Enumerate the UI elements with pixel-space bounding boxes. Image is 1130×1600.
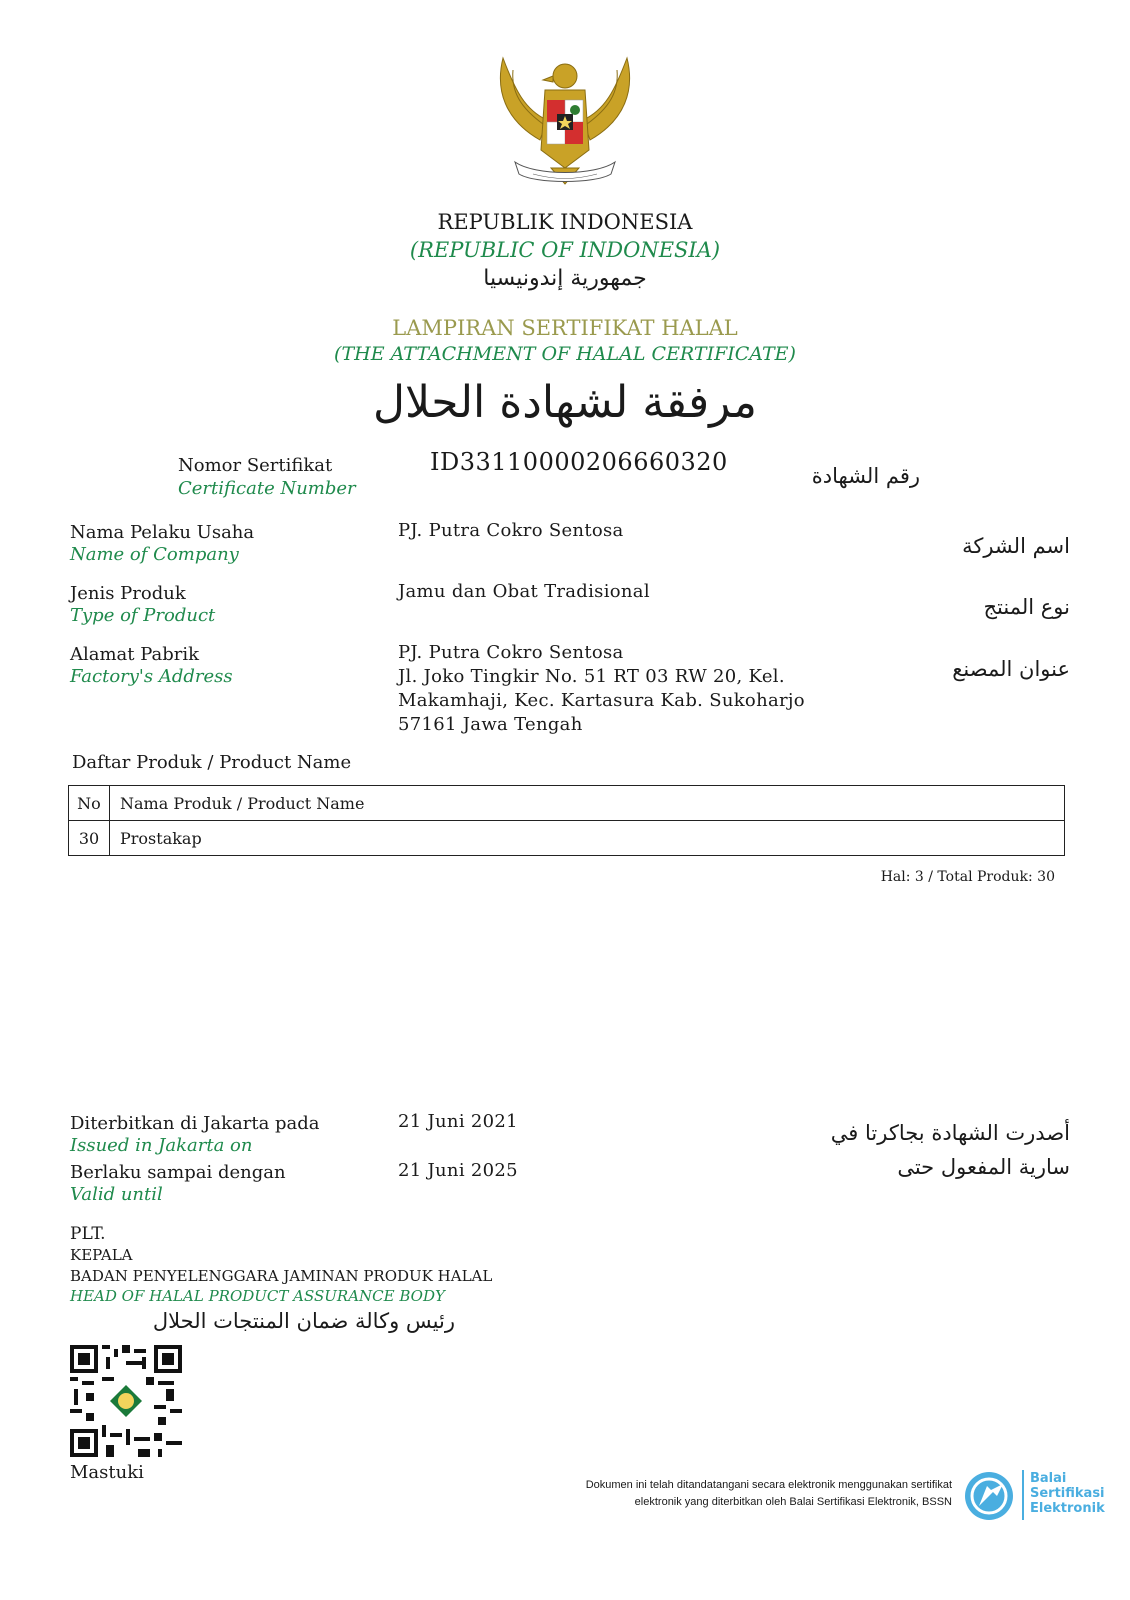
- valid-until-value: 21 Juni 2025: [398, 1160, 518, 1181]
- column-header-product-name: Nama Produk / Product Name: [110, 786, 1065, 821]
- electronic-signature-note-line: Dokumen ini telah ditandatangani secara elektronik menggunakan sertifikat: [585, 1479, 952, 1491]
- valid-until-label-en: Valid until: [70, 1184, 163, 1205]
- electronic-signature-note-line: elektronik yang diterbitkan oleh Balai Sertifikasi Elektronik, BSSN: [634, 1496, 952, 1508]
- country-title-en: (REPUBLIC OF INDONESIA): [409, 238, 721, 262]
- table-row: [69, 821, 1065, 856]
- product-type-label-en: Type of Product: [70, 605, 216, 626]
- column-header-no: No: [69, 786, 110, 821]
- valid-until-label: Berlaku sampai dengan: [70, 1162, 286, 1183]
- bse-logo-icon: [963, 1470, 1015, 1522]
- company-label-en: Name of Company: [70, 544, 239, 565]
- factory-address-line: Makamhaji, Kec. Kartasura Kab. Sukoharjo: [398, 690, 805, 711]
- signatory-title-head: KEPALA: [70, 1246, 133, 1264]
- certificate-number-label-ar: رقم الشهادة: [811, 464, 920, 488]
- bse-logo-text: [1030, 1471, 1105, 1516]
- table-cell-product-name: Prostakap: [110, 821, 1065, 856]
- bse-logo-text-line: Elektronik: [1030, 1501, 1105, 1516]
- factory-address-line: 57161 Jawa Tengah: [398, 714, 583, 735]
- factory-address-value: [398, 641, 805, 737]
- factory-address-label: Alamat Pabrik: [70, 644, 200, 665]
- bse-logo-text-line: Sertifikasi: [1030, 1486, 1105, 1501]
- document-title-en: (THE ATTACHMENT OF HALAL CERTIFICATE): [334, 343, 796, 365]
- signatory-agency-en: HEAD OF HALAL PRODUCT ASSURANCE BODY: [70, 1287, 445, 1305]
- factory-address-line: Jl. Joko Tingkir No. 51 RT 03 RW 20, Kel.: [398, 666, 785, 687]
- certificate-number-value: ID33110000206660320: [430, 448, 728, 476]
- signatory-agency-ar: رئيس وكالة ضمان المنتجات الحلال: [152, 1309, 455, 1333]
- factory-address-label-ar: عنوان المصنع: [952, 657, 1070, 681]
- bse-divider: [1022, 1470, 1024, 1520]
- signatory-title-plt: PLT.: [70, 1224, 106, 1244]
- factory-address-label-en: Factory's Address: [70, 666, 233, 687]
- company-label: Nama Pelaku Usaha: [70, 522, 255, 543]
- bse-logo-text-line: Balai: [1030, 1471, 1067, 1486]
- issued-date-value: 21 Juni 2021: [398, 1111, 518, 1132]
- company-value: PJ. Putra Cokro Sentosa: [398, 520, 624, 541]
- issued-label-en: Issued in Jakarta on: [70, 1135, 253, 1156]
- company-label-ar: اسم الشركة: [962, 534, 1070, 558]
- table-header-row: [69, 786, 1065, 821]
- country-title-ar: جمهورية إندونيسيا: [483, 266, 647, 291]
- country-title: REPUBLIK INDONESIA: [437, 210, 693, 234]
- certificate-number-label-en: Certificate Number: [178, 478, 356, 499]
- table-cell-no: 30: [69, 821, 110, 856]
- document-title-ar: مرفقة لشهادة الحلال: [373, 377, 757, 428]
- product-type-label-ar: نوع المنتج: [983, 595, 1070, 619]
- certificate-number-label: Nomor Sertifikat: [178, 455, 333, 476]
- pagination-info: Hal: 3 / Total Produk: 30: [880, 869, 1055, 885]
- signatory-agency: BADAN PENYELENGGARA JAMINAN PRODUK HALAL: [70, 1267, 493, 1285]
- product-type-label: Jenis Produk: [70, 583, 186, 604]
- product-table: [68, 785, 1065, 856]
- garuda-pancasila-emblem-icon: [485, 50, 645, 200]
- product-type-value: Jamu dan Obat Tradisional: [398, 581, 650, 602]
- electronic-signature-note: [440, 1477, 952, 1511]
- valid-until-label-ar: سارية المفعول حتى: [897, 1155, 1070, 1179]
- issued-label: Diterbitkan di Jakarta pada: [70, 1113, 320, 1134]
- issued-label-ar: أصدرت الشهادة بجاكرتا في: [830, 1121, 1070, 1145]
- qr-code-icon: [70, 1345, 182, 1457]
- document-title: LAMPIRAN SERTIFIKAT HALAL: [392, 316, 738, 340]
- signatory-name: Mastuki: [70, 1462, 144, 1483]
- factory-address-line: PJ. Putra Cokro Sentosa: [398, 642, 624, 663]
- product-list-title: Daftar Produk / Product Name: [72, 752, 352, 773]
